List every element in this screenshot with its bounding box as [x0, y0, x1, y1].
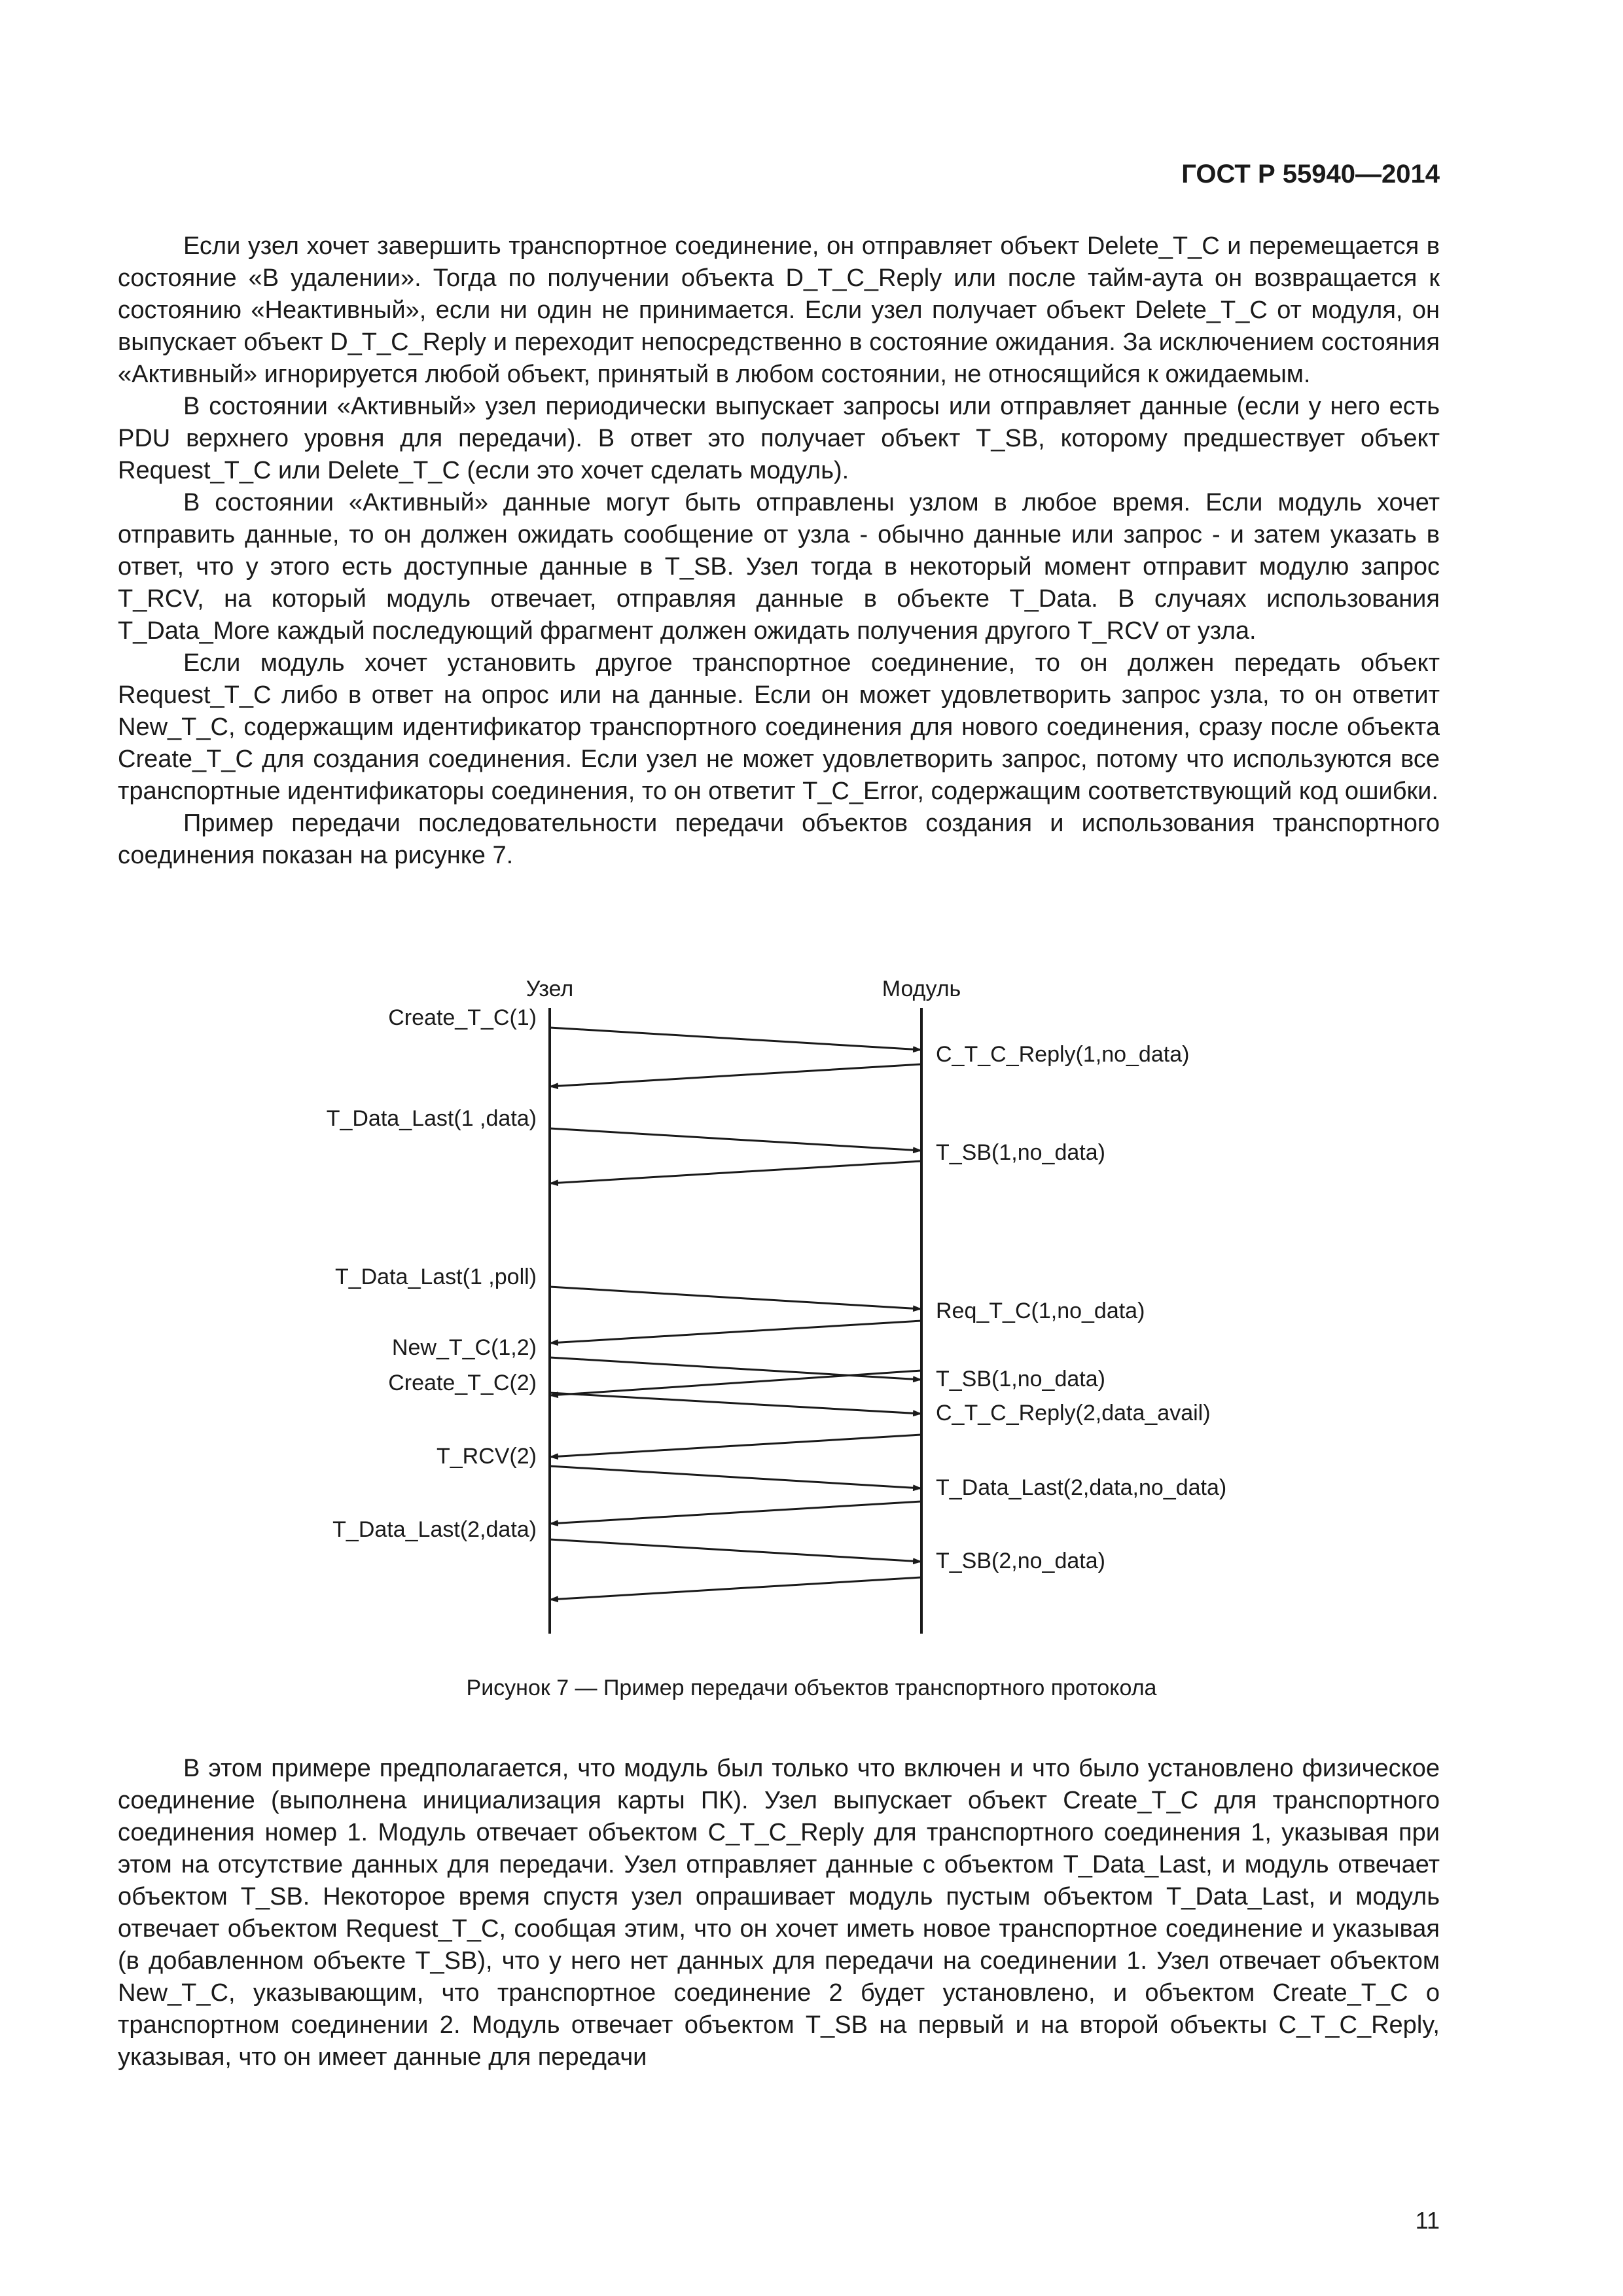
paragraph: Пример передачи последовательности передачи объектов создания и использования транспортного соединения показан на рисунке 7.: [118, 810, 1440, 869]
module-message-label: T_SB(1,no_data): [936, 1367, 1105, 1391]
message-arrow: [550, 1064, 921, 1086]
message-arrow: [550, 1577, 921, 1600]
module-message-label: C_T_C_Reply(1,no_data): [936, 1042, 1190, 1067]
sequence-diagram: [0, 962, 1623, 1643]
page-number: 11: [1415, 2207, 1440, 2234]
message-arrows: [550, 1028, 921, 1600]
paragraph: В состоянии «Активный» данные могут быть отправлены узлом в любое время. Если модуль хочет отправить данные, то он должен ожидать сообщение от узла - обычно данные или запрос - и затем указать в ответ, что у этого есть доступные данные в T_SB. Узел тогда в некоторый момент отправит модулю запрос T_RCV, на который модуль отвечает, отправляя данные в объекте T_Data. В случаях использования T_Data_More каждый последующий фрагмент должен ожидать получения другого T_RCV от узла.: [118, 489, 1440, 645]
top-text: [118, 230, 1440, 872]
module-message-label: T_SB(2,no_data): [936, 1549, 1105, 1573]
module-lifeline-title: Модуль: [882, 977, 961, 1001]
node-message-label: T_RCV(2): [436, 1444, 537, 1469]
message-arrow: [550, 1466, 921, 1488]
paragraph: В этом примере предполагается, что модуль был только что включен и что было установлено физическое соединение (выполнена инициализация карты ПК). Узел выпускает объект Create_T_C для транспортного соединения номер 1. Модуль отвечает объектом C_T_C_Reply для транспортного соединения 1, указывая при этом на отсутствие данных для передачи. Узел отправляет данные с объектом T_Data_Last, и модуль отвечает объектом T_SB. Некоторое время спустя узел опрашивает модуль пустым объектом T_Data_Last, и модуль отвечает объектом Request_T_C, сообщая этим, что он хочет иметь новое транспортное соединение и указывая (в добавленном объекте T_SB), что у него нет данных для передачи на соединении 1. Узел отвечает объектом New_T_C, указывающим, что транспортное соединение 2 будет установлено, и объектом Create_T_C о транспортном соединении 2. Модуль отвечает объектом T_SB на первый и на второй объекты C_T_C_Reply, указывая, что он имеет данные для передачи: [118, 1755, 1440, 2071]
module-message-label: Req_T_C(1,no_data): [936, 1299, 1145, 1323]
module-message-labels: [936, 1042, 1226, 1573]
message-arrow: [550, 1028, 921, 1050]
module-message-label: T_Data_Last(2,data,no_data): [936, 1475, 1227, 1500]
message-arrow: [550, 1371, 921, 1395]
message-arrow: [550, 1287, 921, 1309]
paragraph: Если узел хочет завершить транспортное соединение, он отправляет объект Delete_T_C и перемещается в состояние «В удалении». Тогда по получении объекта D_T_C_Reply или после тайм-аута он возвращается к состоянию «Неактивный», если ни один не принимается. Если узел получает объект Delete_T_C от модуля, он выпускает объект D_T_C_Reply и переходит непосредственно в состояние ожидания. За исключением состояния «Активный» игнорируется любой объект, принятый в любом состоянии, не относящийся к ожидаемым.: [118, 232, 1440, 388]
node-message-label: T_Data_Last(1 ,data): [326, 1106, 537, 1131]
message-arrow: [550, 1393, 921, 1414]
paragraph: В состоянии «Активный» узел периодически выпускает запросы или отправляет данные (если у него есть PDU верхнего уровня для передачи). В ответ это получает объект T_SB, которому предшествует объект Request_T_C или Delete_T_C (если это хочет сделать модуль).: [118, 393, 1440, 484]
node-message-label: New_T_C(1,2): [391, 1335, 537, 1360]
message-arrow: [550, 1321, 921, 1343]
message-arrow: [550, 1539, 921, 1562]
document-header: ГОСТ Р 55940—2014: [1181, 160, 1440, 188]
bottom-text: [118, 1753, 1440, 2073]
node-message-label: T_Data_Last(2,data): [332, 1517, 537, 1542]
message-arrow: [550, 1161, 921, 1183]
message-arrow: [550, 1128, 921, 1151]
node-message-label: Create_T_C(1): [388, 1005, 537, 1030]
node-message-labels: [327, 1005, 537, 1542]
node-message-label: T_Data_Last(1 ,poll): [334, 1265, 537, 1289]
figure-caption: Рисунок 7 — Пример передачи объектов транспортного протокола: [466, 1676, 1157, 1700]
message-arrow: [550, 1435, 921, 1457]
paragraph: Если модуль хочет установить другое транспортное соединение, то он должен передать объект Request_T_C либо в ответ на опрос или на данные. Если он может удовлетворить запрос узла, то он ответит New_T_C, содержащим идентификатор транспортного соединения для нового соединения, сразу после объекта Create_T_C для создания соединения. Если узел не может удовлетворить запрос, потому что используются все транспортные идентификаторы соединения, то он ответит T_C_Error, содержащим соответствующий код ошибки.: [118, 649, 1440, 805]
node-message-label: Create_T_C(2): [388, 1371, 537, 1395]
message-arrow: [550, 1501, 921, 1524]
module-message-label: T_SB(1,no_data): [936, 1140, 1105, 1165]
module-message-label: C_T_C_Reply(2,data_avail): [936, 1401, 1211, 1426]
node-lifeline-title: Узел: [526, 977, 574, 1001]
message-arrow: [550, 1357, 921, 1380]
